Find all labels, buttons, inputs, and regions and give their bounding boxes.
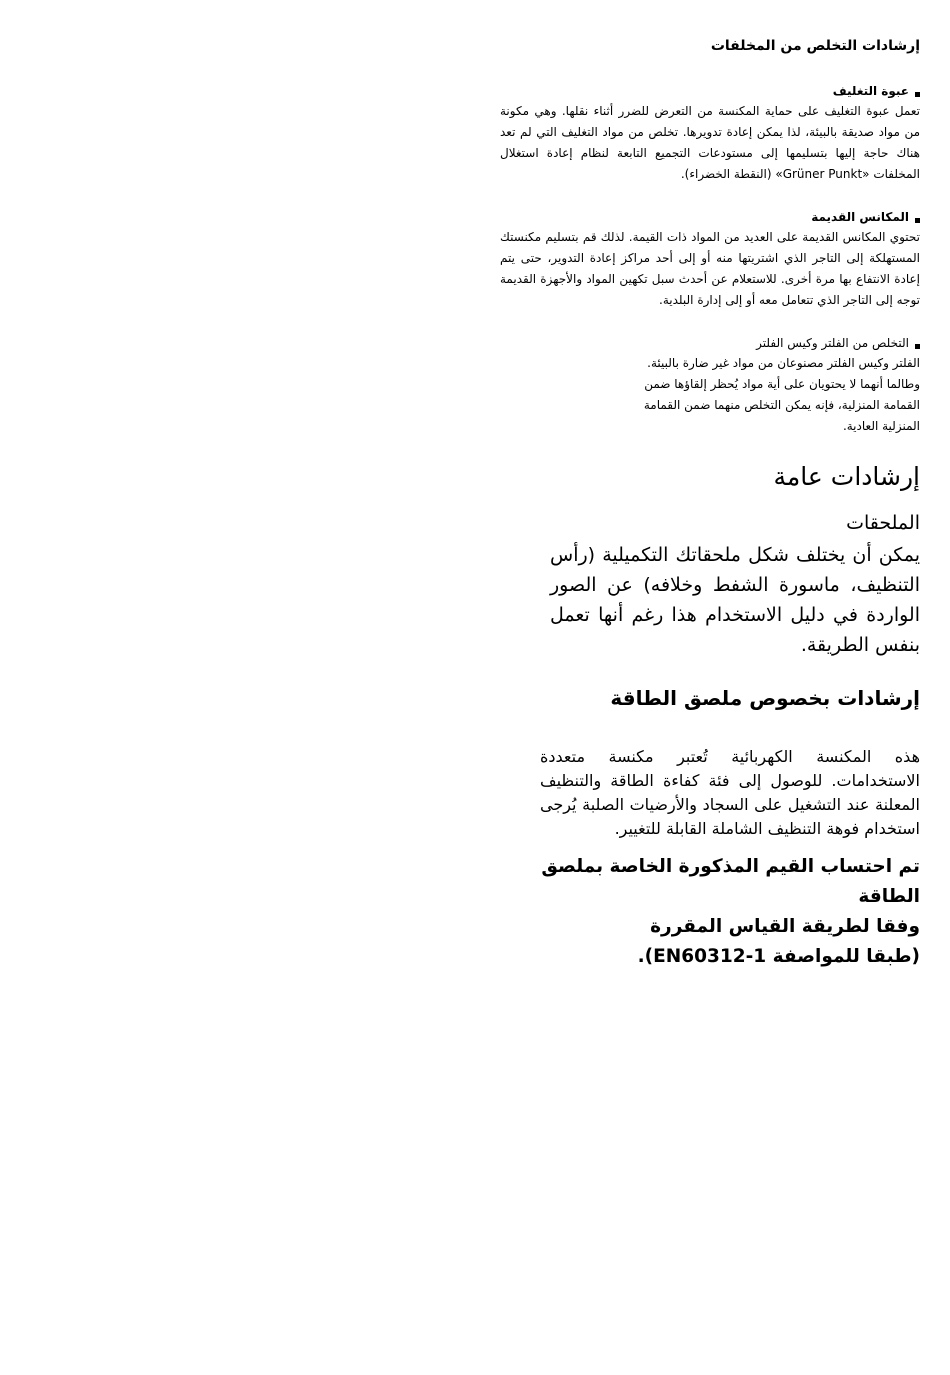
filter-section bbox=[620, 336, 920, 437]
energy-measurement-note bbox=[530, 852, 920, 972]
filter-heading-row bbox=[620, 336, 920, 350]
packaging-section bbox=[500, 84, 920, 185]
packaging-heading-row bbox=[500, 84, 920, 98]
energy-note-line-1: تم احتساب القيم المذكورة الخاصة بملصق الطاقة bbox=[541, 856, 920, 907]
bullet-square-icon bbox=[915, 344, 920, 349]
packaging-text: تعمل عبوة التغليف على حماية المكنسة من التعرض للضرر أثناء نقلها. وهي مكونة من مواد صديقة بالبيئة، لذا يمكن إعادة تدويرها. تخلص من مواد التغليف التي لم تعد هناك حاجة إليها بتسليمها إلى مستودعات التجميع التابعة لنظام إعادة استغلال المخلفات «Grüner Punkt» (النقطة الخضراء). bbox=[500, 104, 920, 181]
energy-title: إرشادات بخصوص ملصق الطاقة bbox=[610, 686, 920, 710]
accessories-text: يمكن أن يختلف شكل ملحقاتك التكميلية (رأس التنظيف، ماسورة الشفط وخلافه) عن الصور الواردة في دليل الاستخدام هذا رغم أنها تعمل بنفس الطريقة. bbox=[550, 544, 920, 656]
old-devices-section bbox=[500, 210, 920, 311]
bullet-square-icon bbox=[915, 218, 920, 223]
old-devices-text: تحتوي المكانس القديمة على العديد من المواد ذات القيمة. لذلك قم بتسليم مكنستك المستهلكة إلى التاجر الذي اشتريتها منه أو إلى أحد مراكز إعادة التدوير، حتى يتم إعادة الانتفاع بها مرة أخرى. للاستعلام عن أحدث سبل تكهين المواد والأجهزة القديمة توجه إلى التاجر الذي تتعامل معه أو إلى إدارة البلدية. bbox=[500, 230, 920, 307]
packaging-heading: عبوة التغليف bbox=[832, 84, 909, 98]
old-devices-heading: المكانس القديمة bbox=[811, 210, 909, 224]
energy-note-line-3: (طبقا للمواصفة EN60312-1). bbox=[637, 946, 920, 967]
old-devices-heading-row bbox=[500, 210, 920, 224]
accessories-label: الملحقات bbox=[846, 512, 920, 534]
general-title: إرشادات عامة bbox=[773, 462, 920, 491]
energy-text: هذه المكنسة الكهربائية تُعتبر مكنسة متعددة الاستخدامات. للوصول إلى فئة كفاءة الطاقة والتنظيف المعلنة عند التشغيل على السجاد والأرضيات الصلبة يُرجى استخدام فوهة التنظيف الشاملة القابلة للتغيير. bbox=[540, 747, 920, 838]
filter-text: الفلتر وكيس الفلتر مصنوعان من مواد غير ضارة بالبيئة. وطالما أنهما لا يحتويان على أية مواد يُحظر إلقاؤها ضمن القمامة المنزلية، فإنه يمكن التخلص منهما ضمن القمامة المنزلية العادية. bbox=[643, 356, 920, 433]
disposal-title: إرشادات التخلص من المخلفات bbox=[710, 38, 920, 54]
energy-note-line-2: وفقا لطريقة القياس المقررة bbox=[650, 916, 920, 937]
filter-heading: التخلص من الفلتر وكيس الفلتر bbox=[756, 336, 909, 350]
bullet-square-icon bbox=[915, 92, 920, 97]
